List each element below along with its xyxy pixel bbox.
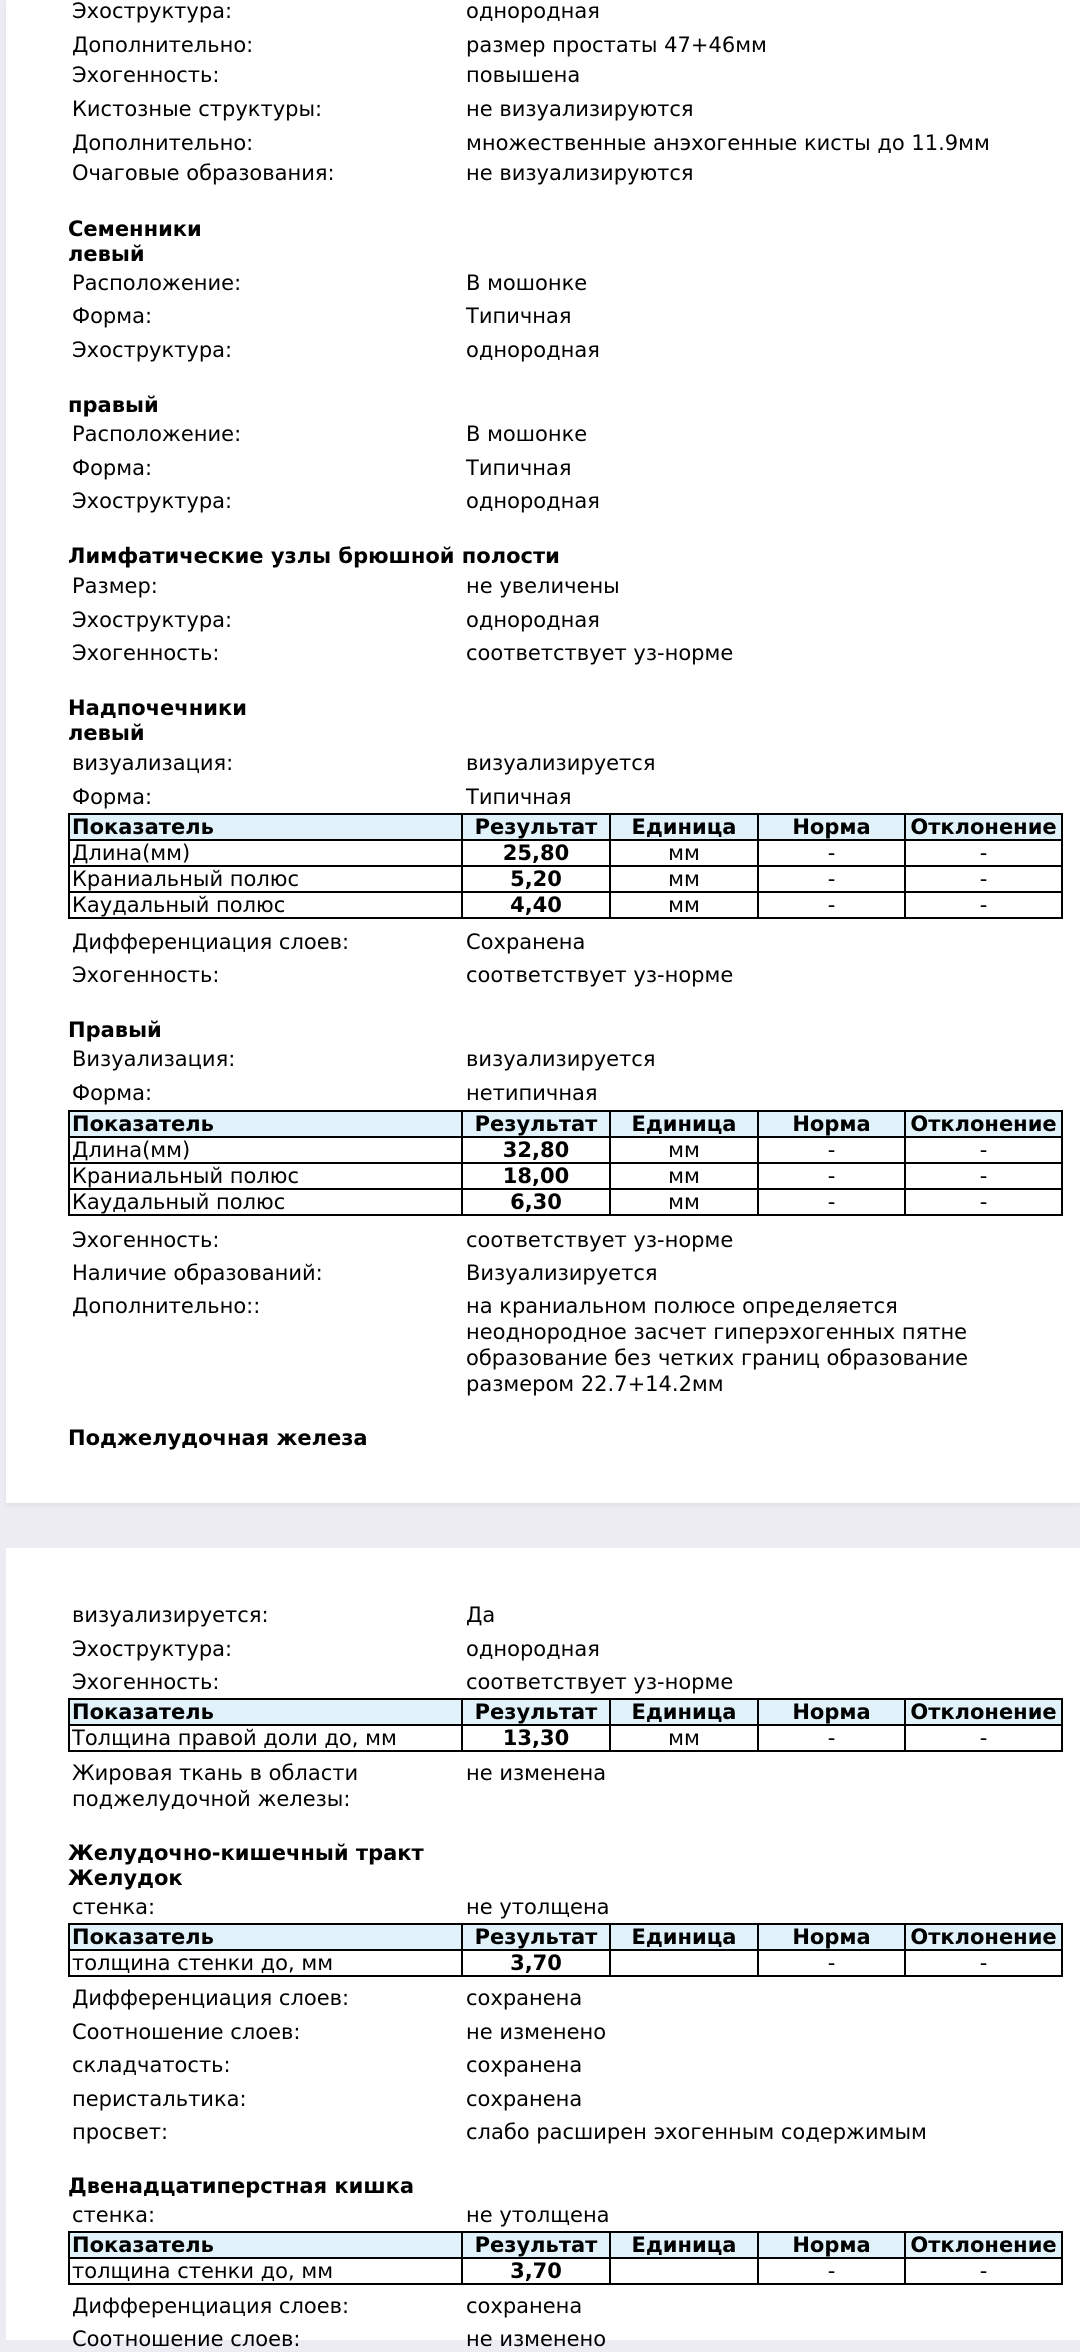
- cell-unit: мм: [610, 1189, 758, 1215]
- table-row: [69, 892, 1062, 918]
- cell-result: 13,30: [462, 1725, 610, 1751]
- row-label: Форма:: [72, 785, 153, 809]
- row-value: соответствует уз-норме: [466, 641, 734, 665]
- row-value: размер простаты 47+46мм: [466, 33, 767, 57]
- cell-name: Краниальный полюс: [69, 1163, 462, 1189]
- subsection-title-right: правый: [68, 393, 159, 417]
- cell-result: 6,30: [462, 1189, 610, 1215]
- row-label: Дифференциация слоев:: [72, 930, 350, 954]
- subsection-title-left: левый: [68, 721, 145, 745]
- cell-name: Каудальный полюс: [69, 1189, 462, 1215]
- row-value: В мошонке: [466, 422, 588, 446]
- row-value: не изменено: [466, 2327, 607, 2351]
- row-value: визуализируется: [466, 751, 656, 775]
- header-indicator: Показатель: [69, 814, 462, 840]
- row-label: Кистозные структуры:: [72, 97, 323, 121]
- row-label: визуализация:: [72, 751, 234, 775]
- report-page-2: [6, 1548, 1080, 2351]
- row-label: Эхоструктура:: [72, 0, 233, 23]
- table-row: [69, 2258, 1062, 2284]
- row-value: Типичная: [466, 456, 572, 480]
- row-label: складчатость:: [72, 2053, 231, 2077]
- section-title-pancreas: Поджелудочная железа: [68, 1426, 368, 1450]
- row-label: Форма:: [72, 456, 153, 480]
- row-value: соответствует уз-норме: [466, 963, 734, 987]
- table-row: [69, 1950, 1062, 1976]
- cell-name: Краниальный полюс: [69, 866, 462, 892]
- cell-unit: [610, 1950, 758, 1976]
- row-value: не изменена: [466, 1761, 607, 1785]
- row-value: сохранена: [466, 2087, 583, 2111]
- row-label: Эхогенность:: [72, 641, 220, 665]
- cell-unit: [610, 2258, 758, 2284]
- row-label: Эхоструктура:: [72, 489, 233, 513]
- row-value: слабо расширен эхогенным содержимым: [466, 2120, 927, 2144]
- header-indicator: Показатель: [69, 1699, 462, 1725]
- header-norm: Норма: [758, 1111, 905, 1137]
- header-deviation: Отклонение: [905, 1699, 1062, 1725]
- header-result: Результат: [462, 814, 610, 840]
- table-header-row: [69, 1111, 1062, 1137]
- table-row: [69, 866, 1062, 892]
- row-label: Соотношение слоев:: [72, 2020, 301, 2044]
- row-value: однородная: [466, 608, 600, 632]
- cell-deviation: -: [905, 892, 1062, 918]
- row-value: соответствует уз-норме: [466, 1670, 734, 1694]
- row-value: множественные анэхогенные кисты до 11.9мм: [466, 131, 990, 155]
- row-value: сохранена: [466, 1986, 583, 2010]
- row-label: визуализируется:: [72, 1603, 269, 1627]
- row-value: не визуализируются: [466, 97, 694, 121]
- row-label: Расположение:: [72, 422, 242, 446]
- row-label: Форма:: [72, 1081, 153, 1105]
- table-row: [69, 1725, 1062, 1751]
- cell-name: Длина(мм): [69, 1137, 462, 1163]
- row-label: Соотношение слоев:: [72, 2327, 301, 2351]
- cell-norm: -: [758, 892, 905, 918]
- cell-result: 5,20: [462, 866, 610, 892]
- row-label: Эхогенность:: [72, 1228, 220, 1252]
- subsection-title-right: Правый: [68, 1018, 162, 1042]
- cell-deviation: -: [905, 840, 1062, 866]
- row-value: соответствует уз-норме: [466, 1228, 734, 1252]
- cell-name: Каудальный полюс: [69, 892, 462, 918]
- cell-name: Длина(мм): [69, 840, 462, 866]
- header-indicator: Показатель: [69, 1924, 462, 1950]
- row-value-multiline: на краниальном полюсе определяется неоднородное засчет гиперэхогенных пятне образование без четких границ образование размером 22.7+14.2мм: [466, 1294, 969, 1396]
- cell-unit: мм: [610, 892, 758, 918]
- table-header-row: [69, 2232, 1062, 2258]
- cell-name: толщина стенки до, мм: [69, 2258, 462, 2284]
- table-header-row: [69, 1924, 1062, 1950]
- row-label: Дополнительно::: [72, 1294, 261, 1318]
- row-value: не увеличены: [466, 574, 620, 598]
- indicator-table-adrenal-right: [68, 1110, 1063, 1216]
- row-value: В мошонке: [466, 271, 588, 295]
- row-value: не утолщена: [466, 2203, 610, 2227]
- row-label: стенка:: [72, 2203, 156, 2227]
- section-title-gi: Желудочно-кишечный тракт: [68, 1841, 424, 1865]
- row-label: Дифференциация слоев:: [72, 2294, 350, 2318]
- row-label: Дифференциация слоев:: [72, 1986, 350, 2010]
- subsection-title-stomach: Желудок: [68, 1866, 183, 1890]
- cell-result: 32,80: [462, 1137, 610, 1163]
- row-value: сохранена: [466, 2294, 583, 2318]
- header-norm: Норма: [758, 1924, 905, 1950]
- row-label: Визуализация:: [72, 1047, 236, 1071]
- cell-unit: мм: [610, 866, 758, 892]
- cell-norm: -: [758, 1189, 905, 1215]
- header-result: Результат: [462, 1111, 610, 1137]
- row-value: Сохранена: [466, 930, 586, 954]
- cell-norm: -: [758, 1163, 905, 1189]
- header-norm: Норма: [758, 2232, 905, 2258]
- row-label: стенка:: [72, 1895, 156, 1919]
- cell-deviation: -: [905, 2258, 1062, 2284]
- cell-deviation: -: [905, 1725, 1062, 1751]
- header-deviation: Отклонение: [905, 1111, 1062, 1137]
- table-row: [69, 840, 1062, 866]
- row-value: Да: [466, 1603, 496, 1627]
- header-indicator: Показатель: [69, 2232, 462, 2258]
- header-result: Результат: [462, 1699, 610, 1725]
- header-deviation: Отклонение: [905, 2232, 1062, 2258]
- row-label: Очаговые образования:: [72, 161, 335, 185]
- row-label: перистальтика:: [72, 2087, 247, 2111]
- cell-result: 4,40: [462, 892, 610, 918]
- section-title-testes: Семенники: [68, 217, 202, 241]
- cell-deviation: -: [905, 1189, 1062, 1215]
- cell-norm: -: [758, 2258, 905, 2284]
- cell-deviation: -: [905, 1163, 1062, 1189]
- table-row: [69, 1189, 1062, 1215]
- cell-unit: мм: [610, 1725, 758, 1751]
- indicator-table-pancreas: [68, 1698, 1063, 1752]
- row-value: однородная: [466, 1637, 600, 1661]
- header-deviation: Отклонение: [905, 1924, 1062, 1950]
- cell-unit: мм: [610, 1163, 758, 1189]
- row-value: Типичная: [466, 785, 572, 809]
- header-indicator: Показатель: [69, 1111, 462, 1137]
- header-unit: Единица: [610, 2232, 758, 2258]
- indicator-table-duodenum: [68, 2231, 1063, 2285]
- row-label: Дополнительно:: [72, 33, 254, 57]
- cell-result: 18,00: [462, 1163, 610, 1189]
- header-result: Результат: [462, 2232, 610, 2258]
- header-unit: Единица: [610, 814, 758, 840]
- cell-norm: -: [758, 866, 905, 892]
- table-row: [69, 1163, 1062, 1189]
- cell-norm: -: [758, 1950, 905, 1976]
- row-label: Форма:: [72, 304, 153, 328]
- row-label: Расположение:: [72, 271, 242, 295]
- cell-result: 3,70: [462, 2258, 610, 2284]
- row-label-multiline: Жировая ткань в области поджелудочной железы:: [72, 1761, 359, 1811]
- row-value: не изменено: [466, 2020, 607, 2044]
- cell-name: Толщина правой доли до, мм: [69, 1725, 462, 1751]
- report-page-1: [6, 0, 1080, 1503]
- cell-deviation: -: [905, 1137, 1062, 1163]
- row-label: Эхоструктура:: [72, 1637, 233, 1661]
- row-label: Эхоструктура:: [72, 608, 233, 632]
- row-label: Эхогенность:: [72, 1670, 220, 1694]
- row-value: Визуализируется: [466, 1261, 658, 1285]
- row-value: сохранена: [466, 2053, 583, 2077]
- header-norm: Норма: [758, 814, 905, 840]
- row-value: нетипичная: [466, 1081, 598, 1105]
- row-value: не визуализируются: [466, 161, 694, 185]
- cell-unit: мм: [610, 1137, 758, 1163]
- cell-deviation: -: [905, 1950, 1062, 1976]
- row-value: визуализируется: [466, 1047, 656, 1071]
- row-label: Эхогенность:: [72, 963, 220, 987]
- row-value: не утолщена: [466, 1895, 610, 1919]
- header-result: Результат: [462, 1924, 610, 1950]
- table-header-row: [69, 1699, 1062, 1725]
- row-value: однородная: [466, 338, 600, 362]
- cell-norm: -: [758, 840, 905, 866]
- row-label: Размер:: [72, 574, 158, 598]
- row-value: однородная: [466, 0, 600, 23]
- header-norm: Норма: [758, 1699, 905, 1725]
- section-title-lymph: Лимфатические узлы брюшной полости: [68, 544, 560, 568]
- header-unit: Единица: [610, 1924, 758, 1950]
- cell-result: 3,70: [462, 1950, 610, 1976]
- row-value: повышена: [466, 63, 581, 87]
- row-label: Эхогенность:: [72, 63, 220, 87]
- row-value: однородная: [466, 489, 600, 513]
- subsection-title-left: левый: [68, 242, 145, 266]
- row-value: Типичная: [466, 304, 572, 328]
- row-label: Эхоструктура:: [72, 338, 233, 362]
- cell-norm: -: [758, 1725, 905, 1751]
- row-label: Наличие образований:: [72, 1261, 323, 1285]
- cell-norm: -: [758, 1137, 905, 1163]
- table-header-row: [69, 814, 1062, 840]
- header-deviation: Отклонение: [905, 814, 1062, 840]
- row-label: просвет:: [72, 2120, 169, 2144]
- cell-deviation: -: [905, 866, 1062, 892]
- header-unit: Единица: [610, 1111, 758, 1137]
- indicator-table-adrenal-left: [68, 813, 1063, 919]
- table-row: [69, 1137, 1062, 1163]
- cell-name: толщина стенки до, мм: [69, 1950, 462, 1976]
- cell-result: 25,80: [462, 840, 610, 866]
- header-unit: Единица: [610, 1699, 758, 1725]
- subsection-title-duodenum: Двенадцатиперстная кишка: [68, 2174, 415, 2198]
- row-label: Дополнительно:: [72, 131, 254, 155]
- section-title-adrenal: Надпочечники: [68, 696, 247, 720]
- cell-unit: мм: [610, 840, 758, 866]
- indicator-table-stomach: [68, 1923, 1063, 1977]
